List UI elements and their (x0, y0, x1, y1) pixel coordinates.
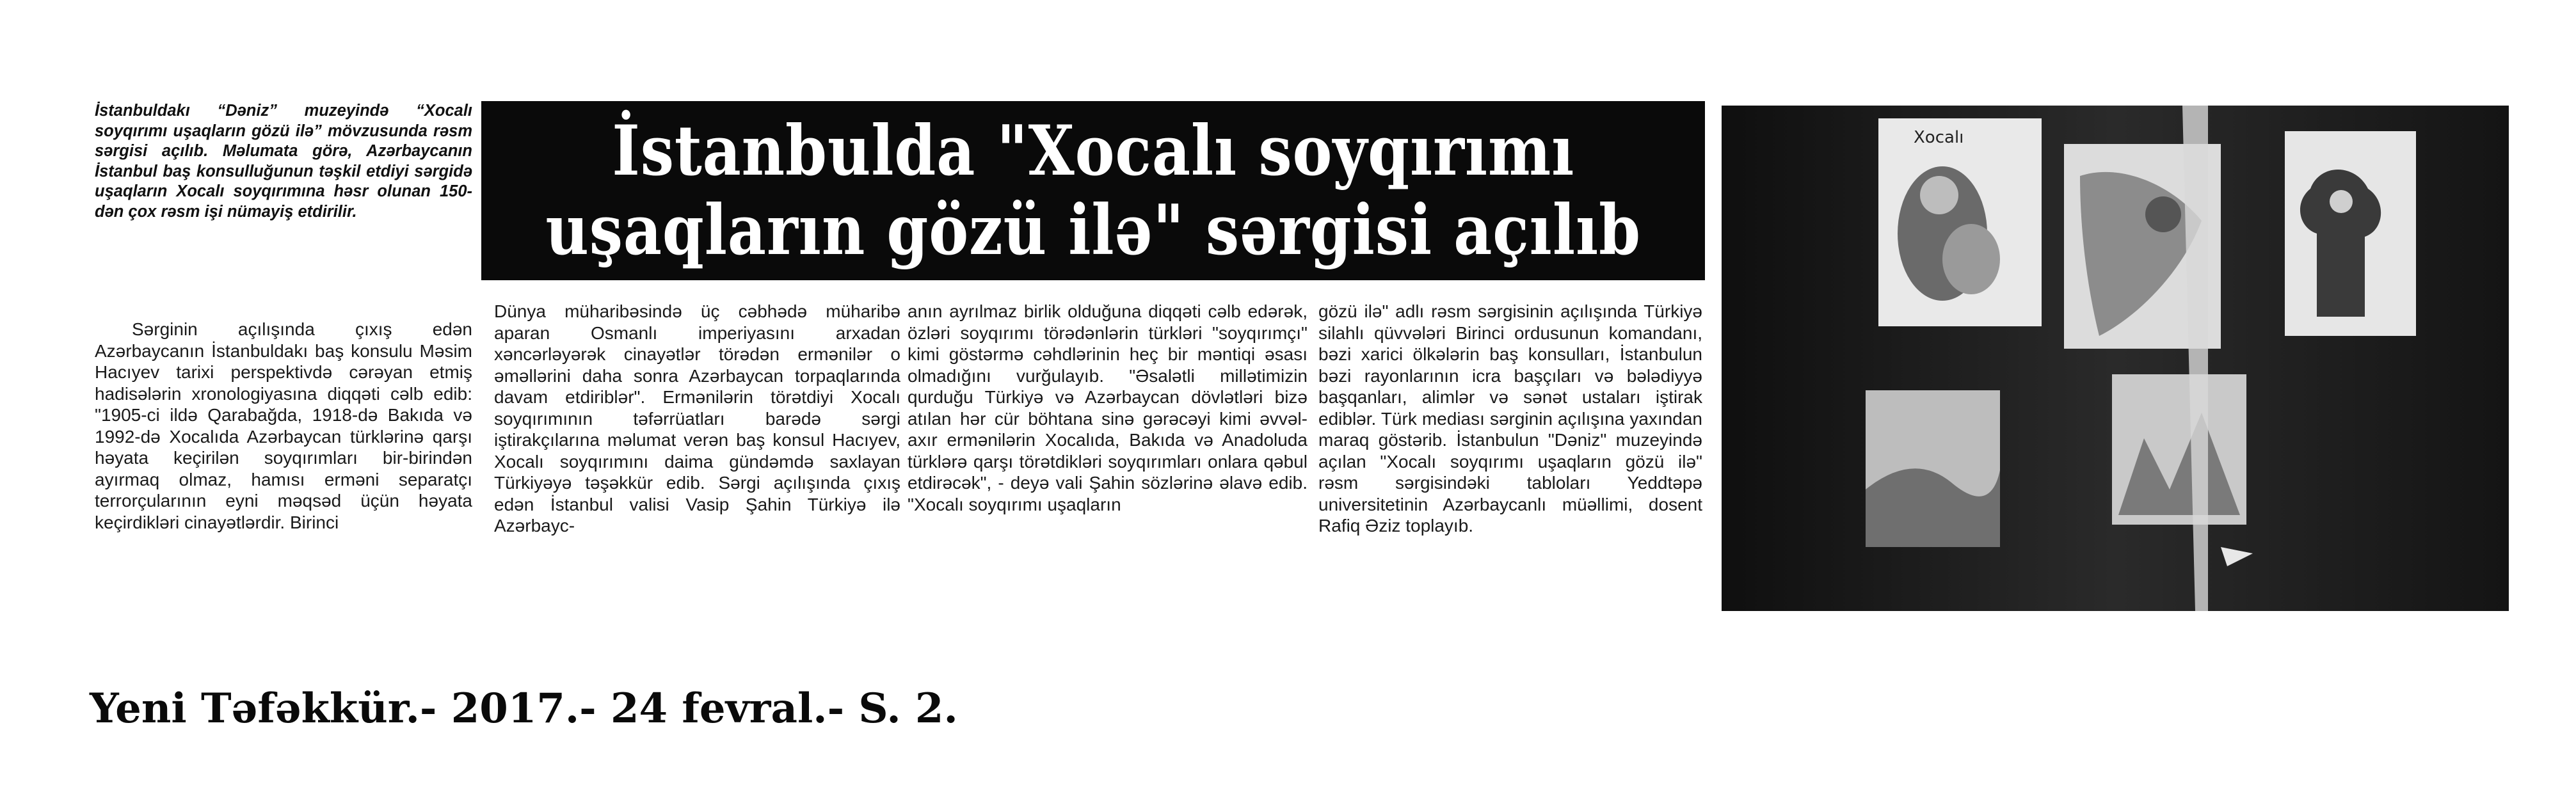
article-lead (95, 101, 472, 222)
drawing-caption: Xocalı (1914, 128, 1964, 147)
column-2-text: Dünya müharibəsində üç cəbhədə müharibə aparan Osmanlı imperiyasını arxadan xəncərləyərək cinayətlər törədən ermənilər o əməllərini daha sonra Azərbaycan torpaqlarında davam etdiriblər". Ermənilərin törətdiyi Xocalı soyqırımının təfərrüatları barədə sərgi iştirakçılarına məlumat verən baş konsul Hacıyev, Xocalı soyqırımını daima gündəmdə saxlayan Türkiyəyə təşəkkür edib. Sərgi açılışında çıxış edən İstanbul valisi Vasip Şahin Türkiyə ilə Azərbayc- (494, 301, 900, 536)
lead-text: İstanbuldakı “Dəniz” muzeyində “Xocalı soyqırımı uşaqların gözü ilə” mövzusunda rəsm sərgisi açılıb. Məlumata görə, Azərbaycanın İstanbul baş konsulluğunun təşkil etdiyi sərgidə uşaqların Xocalı soyqırımına həsr olunan 150-dən çox rəsm işi nümayiş etdirilir. (95, 102, 472, 221)
headline-line-1: İstanbulda "Xocalı soyqırımı (612, 111, 1574, 191)
child-drawing-scene (2112, 374, 2246, 525)
exhibition-photo (1722, 106, 2509, 611)
headline-line-2: uşaqların gözü ilə" sərgisi açılıb (545, 190, 1641, 271)
column-3-text: anın ayrılmaz birlik olduğuna diqqəti cəlb edərək, özləri soyqırımı törədənlərin türkləri "soyqırımçı" kimi göstərmə cəhdlərinin heç bir məntiqi əsası olmadığını vurğulayıb. "Əsalətli millətimizin qurduğu Türkiyə və Azərbaycan dövlətləri bizə atılan hər cür böhtana sinə gərəcəyi kimi əvvəl-axır ermənilərin Xocalıda, Bakıda və Anadoluda türklərə qarşı törətdikləri soyqırımları onlara qəbul etdirəcək", - deyə vali Şahin sözlərinə əlavə edib. "Xocalı soyqırımı uşaqların (908, 301, 1308, 514)
article-column-4 (1318, 301, 1702, 537)
headline-banner (481, 101, 1705, 280)
child-drawing-tree (2285, 131, 2416, 336)
column-1-text: Sərginin açılışında çıxış edən Azərbaycanın İstanbuldakı baş konsulu Məsim Hacıyev tarixi perspektivdə cərəyan etmiş hadisələrin xronologiyasına diqqəti cəlb edib: "1905-ci ildə Qarabağda, 1918-də Bakıda və 1992-də Xocalıda Azərbaycan türklərinə qarşı həyata keçirilən soyqırımları bir-birindən ayırmaq olmaz, hamısı erməni separatçı terrorçularının eyni məqsəd üçün həyata keçirdikləri cinayətlərdir. Birinci (95, 319, 472, 532)
child-drawing-mother (1878, 118, 2042, 326)
column-4-text: gözü ilə" adlı rəsm sərgisinin açılışında Türkiyə silahlı qüvvələri Birinci ordusunun komandanı, bəzi xarici ölkələrin baş konsulları, İstanbulun bəzi rayonlarının icra başçıları və bələdiyyə başqanları, alimlər və sənət ustaları iştirak ediblər. Türk mediası sərginin açılışına yaxından maraq göstərib. İstanbulun "Dəniz" muzeyində açılan "Xocalı soyqırımı uşaqların gözü ilə" rəsm sərgisindəki tabloları Yeddtəpə universitetinin Azərbaycanlı müəllimi, dosent Rafiq Əziz toplayıb. (1318, 301, 1702, 536)
article-column-1 (95, 319, 472, 533)
child-drawing-landscape (1866, 390, 2000, 547)
source-citation: Yeni Təfəkkür.- 2017.- 24 fevral.- S. 2. (90, 685, 958, 733)
photo-illustration (1722, 106, 2509, 611)
article-column-2 (494, 301, 900, 537)
article-column-3 (908, 301, 1308, 515)
